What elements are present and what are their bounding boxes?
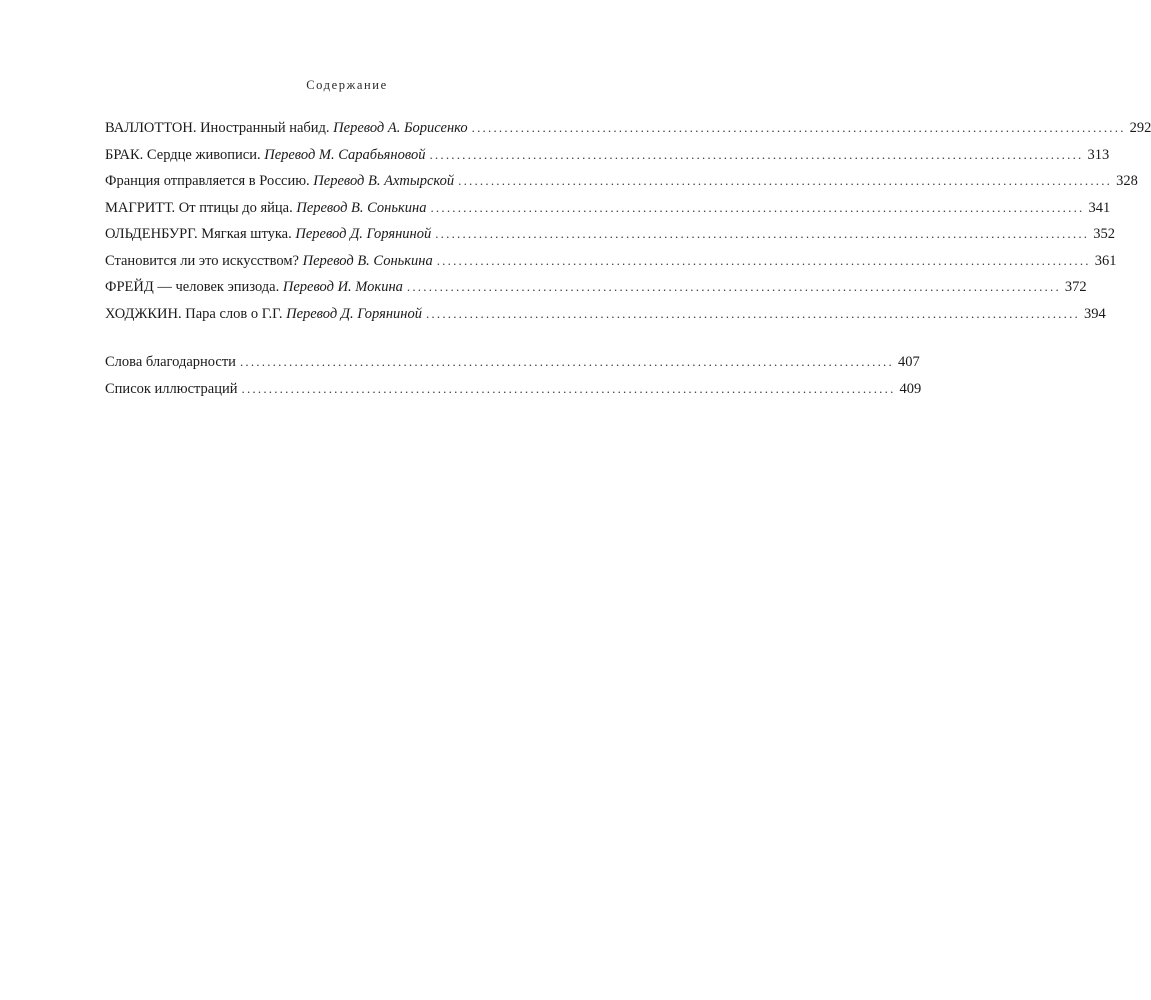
toc-entry-heading: ВАЛЛОТТОН. Иностранный набид.: [105, 120, 330, 136]
toc-entry-title: [105, 221, 431, 248]
page-title: Содержание: [306, 78, 388, 92]
toc-entry-page: 292: [1129, 120, 1151, 136]
toc-back-matter-list: [105, 349, 922, 402]
toc-entry[interactable]: [105, 168, 1138, 195]
dot-leader: ........................................................................................................................: [429, 146, 1084, 162]
toc-entry[interactable]: [105, 349, 920, 376]
toc-entry-translator: Перевод Д. Горяниной: [286, 305, 422, 322]
toc-entry-heading: ХОДЖКИН. Пара слов о Г.Г.: [105, 305, 283, 322]
toc-entry-heading: Становится ли это искусством?: [105, 252, 299, 269]
dot-leader: ........................................................................................................................: [239, 354, 894, 369]
toc-entry-heading: ФРЕЙД — человек эпизода.: [105, 279, 280, 295]
toc-entry-translator: Перевод А. Борисенко: [333, 120, 468, 136]
toc-entry-page: 352: [1093, 226, 1115, 242]
toc-entry-heading: БРАК. Сердце живописи.: [105, 146, 261, 163]
dot-leader: ........................................................................................................................: [406, 279, 1061, 294]
toc-entry-translator: Перевод В. Сонькина: [296, 199, 427, 216]
toc-entry-translator: Перевод В. Ахтырской: [313, 173, 455, 189]
toc-entry-page: 313: [1087, 146, 1110, 163]
dot-leader: ........................................................................................................................: [241, 380, 896, 396]
toc-entry[interactable]: [105, 248, 1117, 275]
toc-entry[interactable]: [105, 274, 1087, 301]
toc-entry-heading: МАГРИТТ. От птицы до яйца.: [105, 199, 293, 216]
toc-main-list: [105, 115, 1151, 327]
toc-entry-translator: Перевод Д. Горяниной: [295, 226, 432, 242]
dot-leader: ........................................................................................................................: [458, 173, 1113, 188]
toc-entry-page: 407: [897, 354, 920, 370]
toc-entry-title: [105, 301, 422, 328]
toc-entry-heading: Франция отправляется в Россию.: [105, 173, 310, 189]
toc-entry-title: Слова благодарности: [105, 354, 236, 370]
toc-entry-title: [105, 195, 426, 222]
toc-entry-title: [105, 142, 425, 169]
toc-entry-title: [105, 274, 403, 301]
dot-leader: ........................................................................................................................: [435, 226, 1090, 241]
toc-entry[interactable]: [105, 195, 1111, 222]
toc-entry[interactable]: [105, 376, 922, 403]
toc-entry-page: 361: [1094, 252, 1117, 269]
toc-entry-heading: ОЛЬДЕНБУРГ. Мягкая штука.: [105, 226, 292, 242]
toc-entry[interactable]: [105, 221, 1115, 248]
toc-entry-translator: Перевод М. Сарабьяновой: [264, 146, 426, 163]
toc-entry-page: 409: [899, 380, 922, 397]
dot-leader: ........................................................................................................................: [471, 120, 1126, 135]
dot-leader: ........................................................................................................................: [430, 199, 1085, 215]
toc-entry-translator: Перевод И. Мокина: [282, 279, 403, 295]
toc-entry-page: 328: [1116, 173, 1138, 189]
toc-entry[interactable]: [105, 115, 1151, 142]
toc-entry[interactable]: [105, 142, 1110, 169]
dot-leader: ........................................................................................................................: [436, 252, 1091, 268]
toc-entry-page: 341: [1088, 199, 1111, 216]
toc-entry-title: Список иллюстраций: [105, 380, 238, 397]
dot-leader: ........................................................................................................................: [425, 305, 1080, 321]
toc-entry-page: 372: [1064, 279, 1087, 295]
toc-entry-title: [105, 168, 454, 195]
toc-entry[interactable]: [105, 301, 1106, 328]
toc-entry-translator: Перевод В. Сонькина: [302, 252, 433, 269]
toc-entry-title: [105, 115, 468, 142]
toc-entry-title: [105, 248, 433, 275]
toc-entry-page: 394: [1083, 305, 1106, 322]
